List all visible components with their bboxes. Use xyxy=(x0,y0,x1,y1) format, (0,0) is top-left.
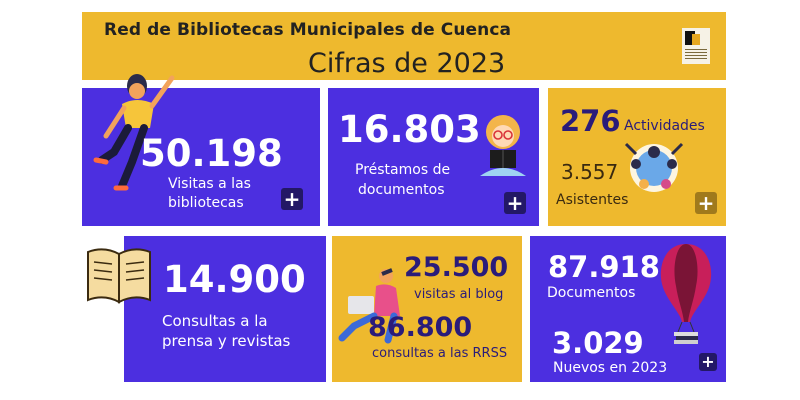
hot-air-balloon-illustration xyxy=(656,240,716,350)
rrss-label: consultas a las RRSS xyxy=(372,346,508,361)
documentos-label: Documentos xyxy=(547,285,636,301)
prestamos-label-1: Préstamos de xyxy=(355,162,451,178)
prestamos-plus-button[interactable]: + xyxy=(504,192,526,214)
library-logo xyxy=(682,28,710,64)
nuevos-label: Nuevos en 2023 xyxy=(553,360,668,376)
girl-reading-illustration xyxy=(474,110,532,180)
visitas-label-2: bibliotecas xyxy=(168,195,244,211)
newspaper-book-illustration xyxy=(84,244,154,306)
people-circle-illustration xyxy=(622,134,686,196)
documentos-number: 87.918 xyxy=(548,250,660,284)
consultas-prensa-label-2: prensa y revistas xyxy=(162,332,291,350)
page-subtitle: Cifras de 2023 xyxy=(308,48,506,79)
visitas-number: 50.198 xyxy=(140,132,283,175)
actividades-label: Actividades xyxy=(624,118,705,134)
blog-label: visitas al blog xyxy=(414,287,504,302)
actividades-number: 276 xyxy=(560,104,621,138)
blog-number: 25.500 xyxy=(404,252,509,283)
visitas-label-1: Visitas a las xyxy=(168,176,251,192)
consultas-prensa-number: 14.900 xyxy=(163,258,306,301)
prestamos-label-2: documentos xyxy=(358,182,445,198)
asistentes-label: Asistentes xyxy=(556,192,629,208)
documentos-plus-button[interactable]: + xyxy=(699,353,717,371)
asistentes-number: 3.557 xyxy=(561,160,619,184)
actividades-plus-button[interactable]: + xyxy=(695,192,717,214)
prestamos-number: 16.803 xyxy=(338,108,481,151)
page-title: Red de Bibliotecas Municipales de Cuenca xyxy=(104,20,512,40)
nuevos-number: 3.029 xyxy=(552,326,644,360)
consultas-prensa-label-1: Consultas a la xyxy=(162,312,268,330)
visitas-plus-button[interactable]: + xyxy=(281,188,303,210)
rrss-number: 86.800 xyxy=(368,312,473,343)
